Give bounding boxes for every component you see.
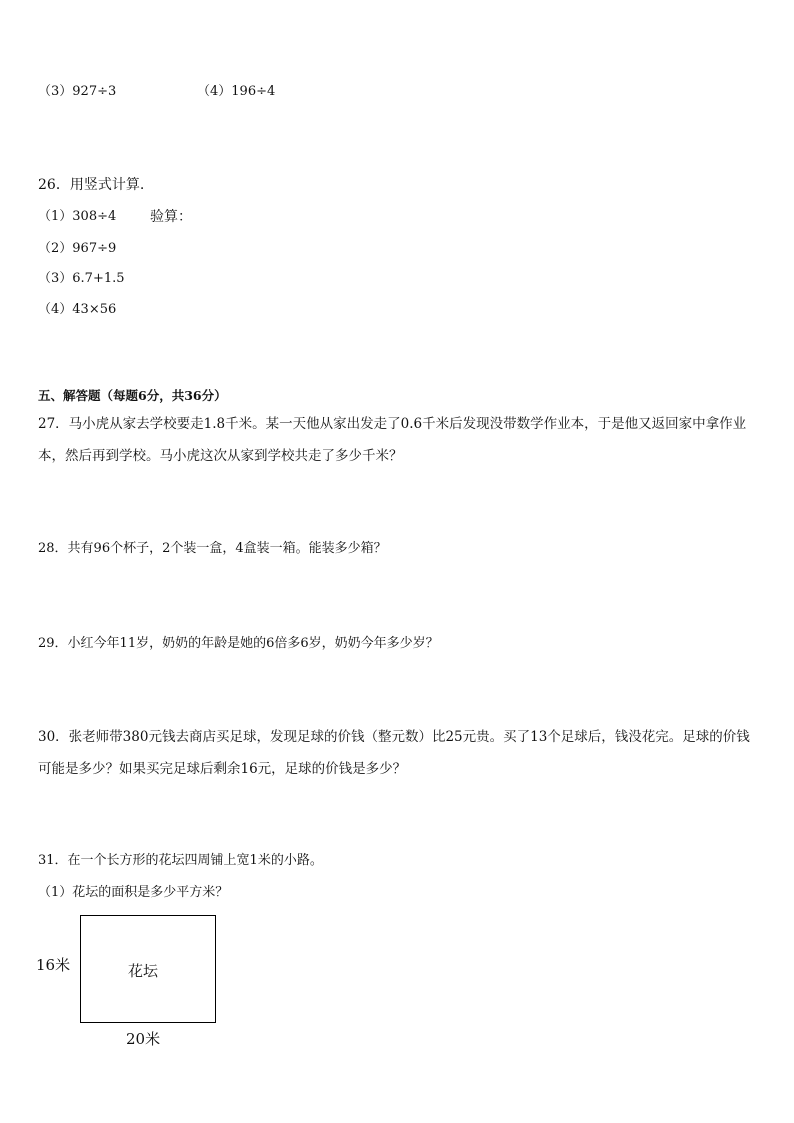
problem-25-item-3: （3）927÷3 <box>38 84 117 99</box>
check-label: 验算： <box>150 209 192 225</box>
question-31-title: 31．在一个长方形的花坛四周铺上宽1米的小路。 <box>38 853 323 868</box>
section-heading: 五、解答题（每题6分，共36分） <box>38 388 227 403</box>
width-label: 20米 <box>126 1030 161 1048</box>
question-26-item-4: （4）43×56 <box>38 302 117 317</box>
flowerbed-label: 花坛 <box>128 962 159 980</box>
question-31-sub-1: （1）花坛的面积是多少平方米？ <box>38 885 229 900</box>
question-30: 30．张老师带380元钱去商店买足球，发现足球的价钱（整元数）比25元贵。买了13个足球后，钱没花完。足球的价钱可能是多少？如果买完足球后剩余16元，足球的价钱是多少？ <box>38 729 750 777</box>
question-27: 27．马小虎从家去学校要走1.8千米。某一天他从家出发走了0.6千米后发现没带数学作业本，于是他又返回家中拿作业本，然后再到学校。马小虎这次从家到学校共走了多少千米？ <box>38 416 747 464</box>
question-26-title: 26．用竖式计算. <box>38 177 145 193</box>
problem-25-item-4: （4）196÷4 <box>197 84 276 99</box>
question-26-item-3: （3）6.7+1.5 <box>38 271 125 286</box>
question-26-item-2: （2）967÷9 <box>38 241 117 256</box>
question-28: 28．共有96个杯子，2个装一盒，4盒装一箱。能装多少箱？ <box>38 541 387 556</box>
question-26-item-1: （1）308÷4 <box>38 209 117 224</box>
height-label: 16米 <box>36 956 71 974</box>
flowerbed-rectangle <box>80 915 216 1023</box>
question-29: 29．小红今年11岁，奶奶的年龄是她的6倍多6岁，奶奶今年多少岁？ <box>38 636 439 651</box>
